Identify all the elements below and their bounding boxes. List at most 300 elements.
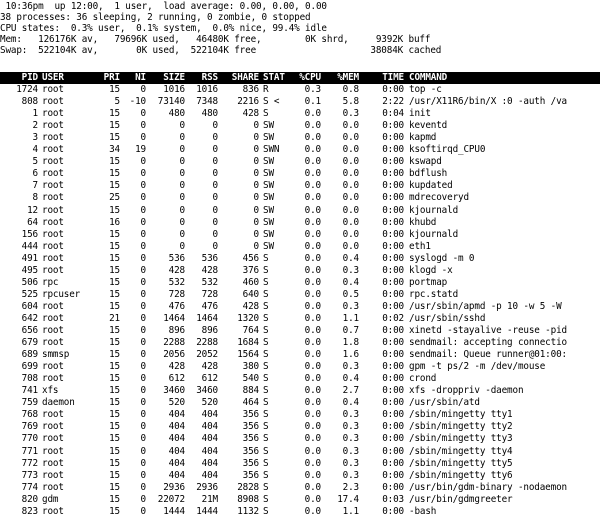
process-user: root — [42, 421, 64, 433]
process-rss: 404 — [201, 409, 218, 421]
process-user: root — [42, 445, 64, 457]
process-pid: 8 — [32, 192, 38, 204]
process-stat: SW — [263, 204, 274, 216]
process-pid: 5 — [32, 156, 38, 168]
process-mem: 0.0 — [342, 192, 359, 204]
column-header-cpu[interactable]: %CPU — [299, 72, 321, 83]
process-share: 0 — [253, 204, 259, 216]
process-time: 0:00 — [382, 349, 404, 361]
process-row[interactable] — [0, 313, 600, 324]
process-command: top -c — [409, 84, 442, 95]
process-command: /sbin/mingetty tty3 — [409, 433, 513, 445]
process-size: 404 — [168, 433, 185, 445]
process-stat: R — [263, 84, 269, 95]
process-time: 0:00 — [382, 264, 404, 276]
process-size: 0 — [179, 132, 185, 144]
process-size: 0 — [179, 144, 185, 156]
process-pid: 1 — [32, 108, 38, 120]
process-stat: S — [263, 421, 269, 433]
process-cpu: 0.0 — [304, 252, 321, 264]
process-pri: 15 — [109, 385, 120, 397]
process-rss: 404 — [201, 421, 218, 433]
process-user: root — [42, 192, 64, 204]
process-ni: 0 — [140, 457, 146, 469]
process-pri: 15 — [109, 445, 120, 457]
process-share: 356 — [242, 445, 259, 457]
process-pid: 769 — [21, 421, 38, 433]
process-ni: 0 — [140, 264, 146, 276]
process-stat: S — [263, 397, 269, 409]
column-header-command[interactable]: COMMAND — [409, 72, 448, 83]
column-header-stat[interactable]: STAT — [263, 72, 285, 83]
process-ni: 0 — [140, 156, 146, 168]
process-user: root — [42, 409, 64, 421]
process-pri: 34 — [109, 144, 120, 156]
process-row[interactable] — [0, 458, 600, 469]
process-row[interactable] — [0, 470, 600, 481]
process-cpu: 0.0 — [304, 168, 321, 180]
process-time: 0:02 — [382, 312, 404, 324]
process-user: root — [42, 84, 64, 95]
process-row[interactable] — [0, 482, 600, 493]
process-size: 896 — [168, 325, 185, 336]
process-rss: 404 — [201, 433, 218, 445]
process-ni: 0 — [140, 421, 146, 433]
process-share: 0 — [253, 216, 259, 228]
process-row[interactable] — [0, 180, 600, 191]
process-pri: 5 — [114, 96, 120, 108]
process-user: root — [42, 373, 64, 385]
process-command: /usr/sbin/apmd -p 10 -w 5 -W — [409, 300, 562, 312]
process-count-line: 38 processes: 36 sleeping, 2 running, 0 zombie, 0 stopped — [0, 12, 311, 23]
process-command: init — [409, 108, 431, 120]
process-row[interactable] — [0, 301, 600, 312]
process-row[interactable] — [0, 253, 600, 264]
process-row[interactable] — [0, 168, 600, 179]
process-pri: 15 — [109, 397, 120, 409]
process-command: kapmd — [409, 132, 437, 144]
process-time: 0:00 — [382, 361, 404, 373]
process-row[interactable] — [0, 446, 600, 457]
process-time: 0:00 — [382, 204, 404, 216]
cpu-states-line: CPU states: 0.3% user, 0.1% system, 0.0% nice, 99.4% idle — [0, 23, 327, 34]
process-user: root — [42, 469, 64, 481]
process-mem: 0.0 — [342, 204, 359, 216]
process-rss: 612 — [201, 373, 218, 385]
process-pid: 823 — [21, 505, 38, 517]
process-pid: 773 — [21, 469, 38, 481]
process-share: 0 — [253, 132, 259, 144]
process-cpu: 0.0 — [304, 481, 321, 493]
process-ni: 0 — [140, 276, 146, 288]
process-user: xfs — [42, 385, 59, 397]
process-cpu: 0.0 — [304, 156, 321, 168]
process-mem: 0.8 — [342, 84, 359, 95]
process-command: keventd — [409, 120, 448, 132]
process-rss: 428 — [201, 264, 218, 276]
process-mem: 0.0 — [342, 156, 359, 168]
process-size: 2936 — [163, 481, 185, 493]
process-time: 0:00 — [382, 120, 404, 132]
process-pid: 820 — [21, 493, 38, 505]
process-row[interactable] — [0, 361, 600, 372]
process-rss: 404 — [201, 457, 218, 469]
process-cpu: 0.0 — [304, 337, 321, 349]
process-command: /sbin/mingetty tty6 — [409, 469, 513, 481]
process-user: root — [42, 264, 64, 276]
process-row[interactable] — [0, 241, 600, 252]
process-ni: 0 — [140, 385, 146, 397]
process-share: 764 — [242, 325, 259, 336]
process-rss: 404 — [201, 445, 218, 457]
process-stat: S — [263, 300, 269, 312]
column-header-pid[interactable]: PID — [21, 72, 38, 83]
process-cpu: 0.0 — [304, 409, 321, 421]
process-size: 3460 — [163, 385, 185, 397]
process-pid: 7 — [32, 180, 38, 192]
process-stat: S — [263, 264, 269, 276]
process-user: root — [42, 96, 64, 108]
process-row[interactable] — [0, 397, 600, 408]
process-share: 356 — [242, 409, 259, 421]
process-mem: 0.0 — [342, 180, 359, 192]
process-row[interactable] — [0, 265, 600, 276]
process-share: 540 — [242, 373, 259, 385]
column-header-ni[interactable]: NI — [135, 72, 146, 83]
column-header-pri[interactable]: PRI — [103, 72, 120, 83]
process-mem: 0.0 — [342, 240, 359, 252]
process-rss: 428 — [201, 361, 218, 373]
process-mem: 0.0 — [342, 216, 359, 228]
process-share: 428 — [242, 108, 259, 120]
process-time: 0:00 — [382, 192, 404, 204]
process-pid: 156 — [21, 228, 38, 240]
process-ni: 0 — [140, 373, 146, 385]
process-rss: 1016 — [196, 84, 218, 95]
process-command: eth1 — [409, 240, 431, 252]
process-row[interactable] — [0, 325, 600, 336]
process-command: /usr/bin/gdm-binary -nodaemon — [409, 481, 567, 493]
process-user: root — [42, 433, 64, 445]
process-ni: -10 — [129, 96, 146, 108]
process-pid: 604 — [21, 300, 38, 312]
column-header-size[interactable]: SIZE — [163, 72, 185, 83]
process-pri: 15 — [109, 120, 120, 132]
process-row[interactable] — [0, 494, 600, 505]
process-share: 376 — [242, 264, 259, 276]
process-pri: 15 — [109, 84, 120, 95]
process-cpu: 0.0 — [304, 192, 321, 204]
process-user: gdm — [42, 493, 59, 505]
process-cpu: 0.0 — [304, 445, 321, 457]
process-stat: SWN — [263, 144, 280, 156]
process-mem: 1.8 — [342, 337, 359, 349]
process-row[interactable] — [0, 506, 600, 517]
process-stat: S — [263, 481, 269, 493]
process-pri: 16 — [109, 216, 120, 228]
process-size: 2288 — [163, 337, 185, 349]
process-size: 404 — [168, 469, 185, 481]
process-ni: 0 — [140, 312, 146, 324]
column-header-mem[interactable]: %MEM — [337, 72, 359, 83]
process-rss: 21M — [201, 493, 218, 505]
process-pid: 4 — [32, 144, 38, 156]
process-row[interactable] — [0, 289, 600, 300]
process-size: 532 — [168, 276, 185, 288]
process-stat: S — [263, 445, 269, 457]
process-row[interactable] — [0, 337, 600, 348]
process-rss: 404 — [201, 469, 218, 481]
process-mem: 2.7 — [342, 385, 359, 397]
process-share: 356 — [242, 457, 259, 469]
process-user: root — [42, 144, 64, 156]
process-ni: 0 — [140, 180, 146, 192]
process-mem: 1.6 — [342, 349, 359, 361]
process-row[interactable] — [0, 156, 600, 167]
process-time: 0:00 — [382, 397, 404, 409]
process-pid: 708 — [21, 373, 38, 385]
process-size: 0 — [179, 168, 185, 180]
process-user: root — [42, 180, 64, 192]
process-mem: 0.3 — [342, 361, 359, 373]
process-pid: 808 — [21, 96, 38, 108]
process-size: 1464 — [163, 312, 185, 324]
process-pid: 6 — [32, 168, 38, 180]
process-time: 0:00 — [382, 337, 404, 349]
process-cpu: 0.0 — [304, 433, 321, 445]
process-pri: 15 — [109, 168, 120, 180]
process-time: 2:22 — [382, 96, 404, 108]
process-stat: SW — [263, 180, 274, 192]
process-rss: 0 — [212, 228, 218, 240]
process-time: 0:00 — [382, 385, 404, 397]
process-pri: 15 — [109, 505, 120, 517]
process-share: 884 — [242, 385, 259, 397]
process-time: 0:00 — [382, 228, 404, 240]
process-share: 2216 — [237, 96, 259, 108]
process-ni: 0 — [140, 240, 146, 252]
process-row[interactable] — [0, 205, 600, 216]
process-share: 0 — [253, 192, 259, 204]
process-mem: 0.0 — [342, 168, 359, 180]
process-stat: SW — [263, 192, 274, 204]
process-ni: 0 — [140, 120, 146, 132]
process-user: root — [42, 505, 64, 517]
process-size: 73140 — [157, 96, 185, 108]
process-user: root — [42, 228, 64, 240]
process-share: 1564 — [237, 349, 259, 361]
process-row[interactable] — [0, 409, 600, 420]
process-ni: 0 — [140, 361, 146, 373]
process-user: root — [42, 312, 64, 324]
process-command: /usr/X11R6/bin/X :0 -auth /va — [409, 96, 567, 108]
process-share: 640 — [242, 288, 259, 300]
process-pri: 15 — [109, 228, 120, 240]
process-mem: 0.0 — [342, 120, 359, 132]
process-pri: 15 — [109, 433, 120, 445]
process-row[interactable] — [0, 144, 600, 155]
process-time: 0:00 — [382, 373, 404, 385]
process-row[interactable] — [0, 96, 600, 107]
process-row[interactable] — [0, 108, 600, 119]
process-time: 0:00 — [382, 409, 404, 421]
process-stat: S — [263, 288, 269, 300]
process-row[interactable] — [0, 385, 600, 396]
process-row[interactable] — [0, 349, 600, 360]
process-share: 0 — [253, 120, 259, 132]
process-size: 0 — [179, 180, 185, 192]
process-rss: 0 — [212, 120, 218, 132]
process-row[interactable] — [0, 84, 600, 95]
process-ni: 0 — [140, 216, 146, 228]
process-pid: 759 — [21, 397, 38, 409]
process-command: bdflush — [409, 168, 448, 180]
process-share: 380 — [242, 361, 259, 373]
process-row[interactable] — [0, 132, 600, 143]
process-pri: 25 — [109, 192, 120, 204]
process-cpu: 0.0 — [304, 216, 321, 228]
process-stat: S — [263, 252, 269, 264]
process-command: xfs -droppriv -daemon — [409, 385, 524, 397]
process-pid: 772 — [21, 457, 38, 469]
process-time: 0:00 — [382, 84, 404, 95]
process-row[interactable] — [0, 120, 600, 131]
process-pri: 15 — [109, 337, 120, 349]
process-stat: S — [263, 385, 269, 397]
process-pid: 770 — [21, 433, 38, 445]
process-ni: 0 — [140, 397, 146, 409]
process-share: 428 — [242, 300, 259, 312]
process-command: /sbin/mingetty tty1 — [409, 409, 513, 421]
process-row[interactable] — [0, 217, 600, 228]
process-rss: 728 — [201, 288, 218, 300]
process-cpu: 0.0 — [304, 361, 321, 373]
process-stat: S — [263, 373, 269, 385]
process-rss: 476 — [201, 300, 218, 312]
process-row[interactable] — [0, 192, 600, 203]
process-ni: 19 — [135, 144, 146, 156]
process-user: root — [42, 240, 64, 252]
process-time: 0:00 — [382, 168, 404, 180]
process-cpu: 0.0 — [304, 180, 321, 192]
process-share: 836 — [242, 84, 259, 95]
process-ni: 0 — [140, 349, 146, 361]
process-stat: S — [263, 361, 269, 373]
memory-line: Mem: 126176K av, 79696K used, 46480K free, 0K shrd, 9392K buff — [0, 34, 431, 45]
process-rss: 0 — [212, 204, 218, 216]
process-ni: 0 — [140, 252, 146, 264]
process-time: 0:00 — [382, 421, 404, 433]
process-cpu: 0.0 — [304, 276, 321, 288]
process-share: 356 — [242, 433, 259, 445]
process-pid: 506 — [21, 276, 38, 288]
process-size: 728 — [168, 288, 185, 300]
process-stat: S — [263, 312, 269, 324]
column-header-rss[interactable]: RSS — [201, 72, 218, 83]
process-time: 0:00 — [382, 481, 404, 493]
process-command: mdrecoveryd — [409, 192, 469, 204]
process-cpu: 0.0 — [304, 288, 321, 300]
process-mem: 0.4 — [342, 276, 359, 288]
process-pri: 15 — [109, 288, 120, 300]
process-command: crond — [409, 373, 437, 385]
process-pri: 15 — [109, 481, 120, 493]
process-mem: 1.1 — [342, 312, 359, 324]
column-header-user[interactable]: USER — [42, 72, 64, 83]
process-mem: 0.3 — [342, 300, 359, 312]
process-time: 0:00 — [382, 276, 404, 288]
process-stat: SW — [263, 132, 274, 144]
process-time: 0:00 — [382, 300, 404, 312]
process-cpu: 0.0 — [304, 505, 321, 517]
process-pri: 15 — [109, 421, 120, 433]
process-size: 404 — [168, 409, 185, 421]
process-ni: 0 — [140, 132, 146, 144]
process-ni: 0 — [140, 481, 146, 493]
column-header-time[interactable]: TIME — [382, 72, 404, 83]
process-stat: S — [263, 493, 269, 505]
process-time: 0:00 — [382, 240, 404, 252]
process-pid: 12 — [27, 204, 38, 216]
process-cpu: 0.0 — [304, 144, 321, 156]
process-user: root — [42, 132, 64, 144]
process-user: root — [42, 204, 64, 216]
process-time: 0:00 — [382, 433, 404, 445]
process-pid: 768 — [21, 409, 38, 421]
process-pri: 15 — [109, 264, 120, 276]
process-pid: 689 — [21, 349, 38, 361]
process-row[interactable] — [0, 229, 600, 240]
process-command: xinetd -stayalive -reuse -pid — [409, 325, 567, 336]
process-pid: 774 — [21, 481, 38, 493]
column-header-share[interactable]: SHARE — [231, 72, 259, 83]
process-mem: 1.1 — [342, 505, 359, 517]
process-stat: S — [263, 108, 269, 120]
process-stat: SW — [263, 168, 274, 180]
process-ni: 0 — [140, 300, 146, 312]
process-row[interactable] — [0, 373, 600, 384]
process-row[interactable] — [0, 421, 600, 432]
process-command: /usr/bin/gdmgreeter — [409, 493, 513, 505]
process-command: /usr/sbin/sshd — [409, 312, 486, 324]
process-pri: 15 — [109, 276, 120, 288]
process-row[interactable] — [0, 433, 600, 444]
process-stat: S — [263, 469, 269, 481]
process-size: 612 — [168, 373, 185, 385]
process-cpu: 0.0 — [304, 397, 321, 409]
process-user: root — [42, 108, 64, 120]
process-user: rpcuser — [42, 288, 81, 300]
process-pid: 444 — [21, 240, 38, 252]
process-rss: 2288 — [196, 337, 218, 349]
process-rss: 480 — [201, 108, 218, 120]
process-cpu: 0.0 — [304, 421, 321, 433]
process-share: 1684 — [237, 337, 259, 349]
process-stat: SW — [263, 156, 274, 168]
process-size: 0 — [179, 240, 185, 252]
process-mem: 0.7 — [342, 325, 359, 336]
process-row[interactable] — [0, 277, 600, 288]
process-pri: 15 — [109, 493, 120, 505]
process-pri: 15 — [109, 252, 120, 264]
process-cpu: 0.1 — [304, 96, 321, 108]
process-command: khubd — [409, 216, 437, 228]
process-share: 1132 — [237, 505, 259, 517]
process-command: kjournald — [409, 204, 459, 216]
process-pri: 15 — [109, 108, 120, 120]
process-size: 476 — [168, 300, 185, 312]
process-stat: S < — [263, 96, 280, 108]
